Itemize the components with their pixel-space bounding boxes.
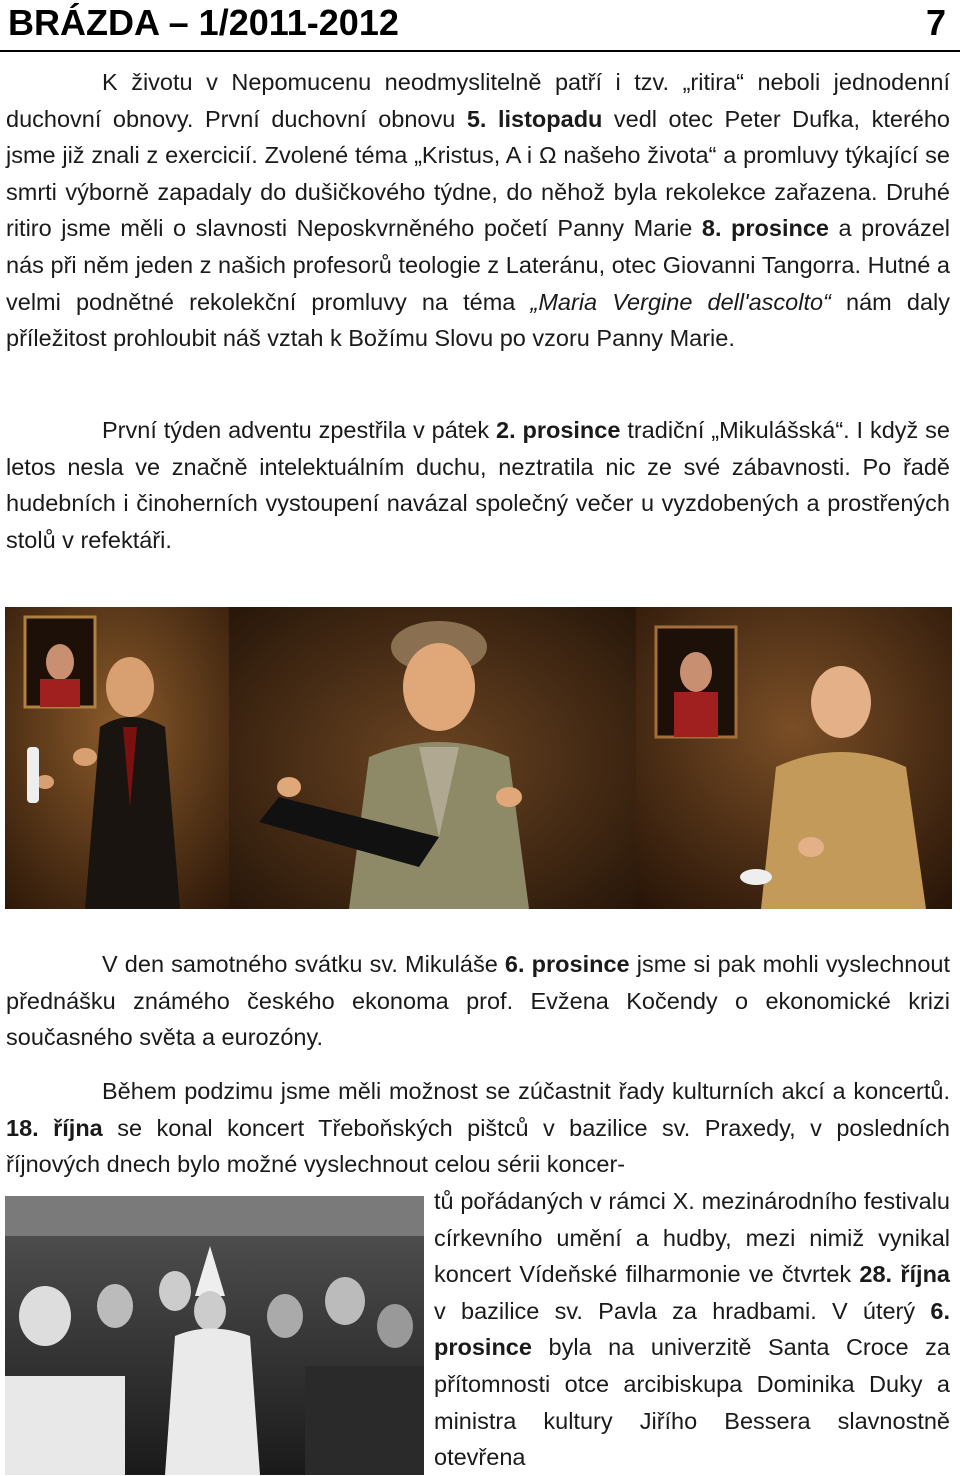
text-run: tů pořádaných v rámci X. mezinárodního festivalu církevního umění a hudby, mezi nimiž vynikal koncert Vídeňské filharmonie ve čtvrtek: [434, 1188, 950, 1288]
text-run: se konal koncert Třeboňských pištců v bazilice sv. Praxedy, v posledních říjnových dnech bylo možné vyslechnout celou sérii koncer-: [6, 1114, 950, 1178]
text-run: vedl otec Peter Dufka, kterého jsme již znali z exercicií. Zvolené téma „Kristus, A i Ω našeho života“ a promluvy týkající se smrti výborně zapadaly do dušičkového týdne, do něhož byla rekolekce zařazena. Druhé ritiro jsme měli o slavnosti Neposkvrněného početí Panny Marie: [6, 105, 950, 242]
paragraph-mikulasska: [6, 412, 950, 558]
date-bold: 2. prosince: [496, 417, 621, 443]
page-number: 7: [925, 2, 946, 43]
paragraph-festival: [434, 1183, 950, 1476]
text-run: Během podzimu jsme měli možnost se zúčastnit řady kulturních akcí a koncertů.: [102, 1078, 950, 1104]
magazine-title: BRÁZDA – 1/2011-2012: [8, 2, 399, 43]
photo-speaker-center: [229, 607, 636, 909]
text-run: nám daly příležitost prohloubit náš vztah k Božímu Slovu po vzoru Panny Marie.: [6, 288, 950, 352]
text-run: První týden adventu zpestřila v pátek: [102, 417, 496, 443]
paragraph-ritiro: [6, 64, 950, 357]
photo-crowd-bw: [5, 1196, 424, 1475]
text-run: a provázel nás při něm jeden z našich profesorů teologie z Lateránu, otec Giovanni Tangorra. Hutné a velmi podnětné rekolekční promluvy na téma: [6, 215, 950, 315]
paragraph-lecture: [6, 946, 950, 1056]
date-bold: 28. října: [859, 1261, 950, 1288]
header-divider: [0, 50, 960, 52]
text-run: K životu v Nepomucenu neodmyslitelně patří i tzv. „ritira“ neboli jednodenní duchovní obnovy. První duchovní obnovu: [6, 69, 950, 132]
italic-title: „Maria Vergine dell'ascolto“: [530, 288, 831, 315]
text-run: V den samotného svátku sv. Mikuláše: [102, 951, 505, 977]
date-bold: 6. prosince: [504, 951, 630, 977]
page-header: [0, 0, 960, 52]
date-bold: 8. prosince: [701, 215, 829, 242]
paragraph-concerts: [6, 1073, 950, 1183]
date-bold: 5. listopadu: [466, 105, 603, 132]
text-run: jsme si pak mohli vyslechnout přednášku známého českého ekonoma prof. Evžena Kočendy o ekonomické krizi současného světa a eurozóny.: [6, 951, 950, 1051]
date-bold: 18. října: [6, 1114, 103, 1141]
date-bold: 6. prosince: [434, 1297, 950, 1361]
text-run: v bazilice sv. Pavla za hradbami. V úterý: [434, 1297, 931, 1324]
photo-speaker-right: [636, 607, 952, 909]
text-run: tradiční „Mikulášská“. I když se letos nesla ve značně intelektuálním duchu, neztratila nic ze své zábavnosti. Po řadě hudebních i činoherních vystoupení navázal společný večer u vyzdobených a prostřených stolů v refektáři.: [6, 417, 950, 553]
text-run: byla na univerzitě Santa Croce za přítomnosti otce arcibiskupa Dominika Duky a ministra kultury Jiřího Bessera slavnostně otevřena: [434, 1334, 950, 1471]
photo-speaker-left: [5, 607, 229, 909]
